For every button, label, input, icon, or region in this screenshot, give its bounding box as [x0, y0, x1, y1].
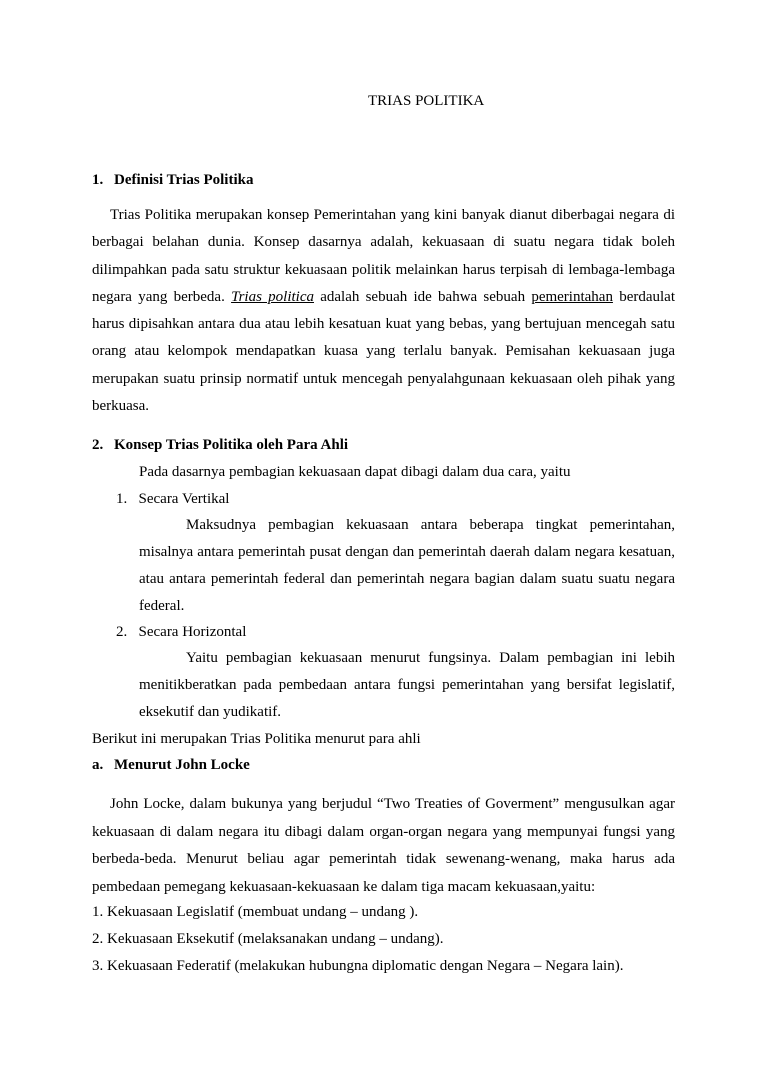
list-item-vertical-text: Maksudnya pembagian kekuasaan antara beberapa tingkat pemerintahan, misalnya antara pemerintah pusat dengan dan pemerintah daerah dalam negara kesatuan, atau antara pemerintah federal dan pemerintah negara bagian dalam suatu suatu negara federal.	[139, 517, 675, 614]
section-1-number: 1.	[92, 172, 104, 188]
subsection-a-letter: a.	[92, 757, 104, 773]
section-2-intro: Pada dasarnya pembagian kekuasaan dapat dibagi dalam dua cara, yaitu	[139, 464, 571, 480]
document-title: TRIAS POLITIKA	[368, 93, 485, 109]
list-item-horizontal-label	[116, 624, 246, 641]
section-2-after: Berikut ini merupakan Trias Politika menurut para ahli	[92, 731, 421, 747]
list-number: 2.	[116, 624, 128, 640]
link-trias-politica[interactable]: Trias politica	[231, 288, 314, 305]
section-1-paragraph	[92, 202, 675, 420]
power-list-item-2: 2. Kekuasaan Eksekutif (melaksanakan undang – undang).	[92, 931, 444, 947]
subsection-a-paragraph: John Locke, dalam bukunya yang berjudul “Two Treaties of Goverment” mengusulkan agar kekuasaan di dalam negara itu dibagi dalam organ-organ negara yang mempunyai fungsi yang berbeda-beda. Menurut beliau agar pemerintah tidak sewenang-wenang, maka harus ada pembedaan pemegang kekuasaan-kekuasaan ke dalam tiga macam kekuasaan,yaitu:	[92, 796, 675, 895]
paragraph-text: adalah sebuah ide bahwa sebuah	[313, 288, 532, 305]
section-2-heading	[92, 437, 348, 454]
section-1-title: Definisi Trias Politika	[114, 172, 254, 188]
section-1-heading	[92, 172, 253, 189]
list-number: 1.	[116, 491, 128, 507]
power-list-item-3: 3. Kekuasaan Federatif (melakukan hubungna diplomatic dengan Negara – Negara lain).	[92, 958, 624, 974]
section-2-title: Konsep Trias Politika oleh Para Ahli	[114, 437, 349, 453]
paragraph-text: Trias Politika merupakan konsep Pemerintahan yang kini banyak dianut diberbagai negara di berbagai belahan dunia. Konsep dasarnya adalah, kekuasaan di suatu negara tidak boleh dilimpahkan pada satu struktur kekuasaan politik melainkan harus terpisah di lembaga-lembaga negara yang berbeda.	[92, 207, 675, 305]
subsection-a-title: Menurut John Locke	[114, 757, 250, 773]
section-2-number: 2.	[92, 437, 104, 453]
subsection-a-heading	[92, 757, 250, 774]
link-pemerintahan[interactable]: pemerintahan	[531, 288, 613, 305]
paragraph-text: berdaulat harus dipisahkan antara dua atau lebih kesatuan kuat yang bebas, yang bertujuan mencegah satu orang atau kelompok mendapatkan kuasa yang terlalu banyak. Pemisahan kekuasaan juga merupakan suatu prinsip normatif untuk mencegah penyalahgunaan kekuasaan oleh pihak yang berkuasa.	[92, 288, 675, 415]
list-item-horizontal-text: Yaitu pembagian kekuasaan menurut fungsinya. Dalam pembagian ini lebih menitikberatkan pada pembedaan antara fungsi pemerintahan yang bersifat legislatif, eksekutif dan yudikatif.	[139, 650, 675, 720]
list-label: Secara Vertikal	[138, 491, 230, 507]
list-label: Secara Horizontal	[138, 624, 247, 640]
list-item-vertical-label	[116, 491, 229, 508]
power-list-item-1: 1. Kekuasaan Legislatif (membuat undang – undang ).	[92, 904, 419, 920]
